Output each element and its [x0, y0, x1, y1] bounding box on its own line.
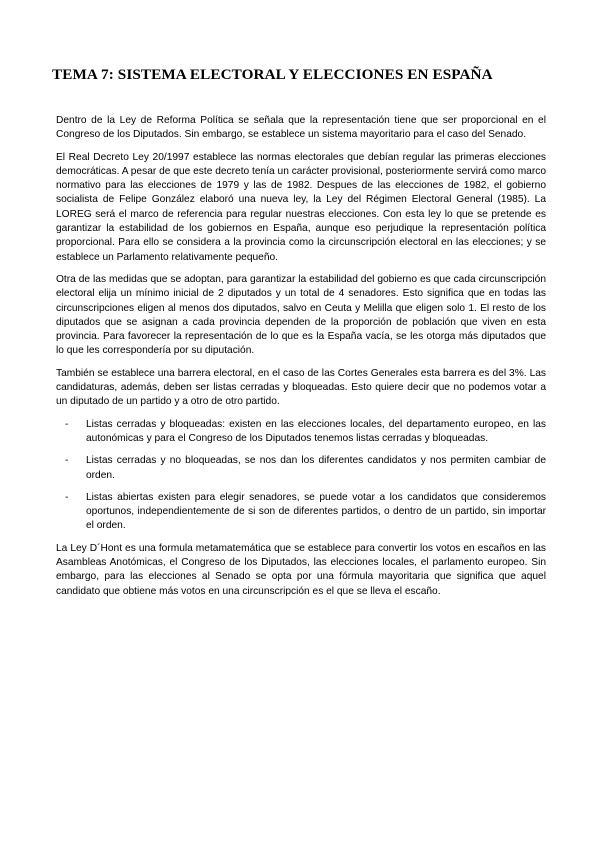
list-item	[56, 491, 546, 534]
paragraph: Otra de las medidas que se adoptan, para garantizar la estabilidad del gobierno es que cada circunscripción electoral elija un mínimo inicial de 2 diputados y un total de 4 senadores. Esto significa que en todas las circunscripciones eligen al menos dos diputados, salvo en Ceuta y Melilla que eligen solo 1. El resto de los diputados que se asignan a cada provincia dependen de la proporción de población que viven en esta provincia. Para favorecer la representación de lo que es la España vacía, se les otorga más diputados que lo que les correspondería por su diputación.	[56, 273, 546, 357]
list-dash: -	[65, 455, 69, 467]
list-types	[56, 418, 546, 534]
list-dash: -	[65, 491, 69, 503]
list-dash: -	[65, 418, 69, 430]
document-body	[56, 114, 546, 607]
list-item	[56, 418, 546, 447]
list-item-text: Listas cerradas y bloqueadas: existen en las elecciones locales, del departamento europeo, en las autonómicas y para el Congreso de los Diputados tenemos listas cerradas y bloqueadas.	[86, 418, 546, 444]
list-item-text: Listas cerradas y no bloqueadas, se nos dan los diferentes candidatos y nos permiten cambiar de orden.	[86, 455, 546, 481]
document-title: TEMA 7: SISTEMA ELECTORAL Y ELECCIONES EN ESPAÑA	[52, 66, 493, 83]
paragraph: También se establece una barrera electoral, en el caso de las Cortes Generales esta barrera es del 3%. Las candidaturas, además, deben ser listas cerradas y bloqueadas. Esto quiere decir que no podemos votar a un diputado de un partido y a otro de otro partido.	[56, 367, 546, 408]
list-item-text: Listas abiertas existen para elegir senadores, se puede votar a los candidatos que consideremos oportunos, independientemente de si son de diferentes partidos, o dentro de un partido, sin importar el orden.	[86, 491, 546, 532]
list-item	[56, 454, 546, 483]
paragraph: La Ley D´Hont es una formula metamatemática que se establece para convertir los votos en escaños en las Asambleas Anotómicas, el Congreso de los Diputados, las elecciones locales, el parlamento europeo. Sin embargo, para las elecciones al Senado se opta por una fórmula mayoritaria que significa que aquel candidato que obtiene más votos en una circunscripción es el que se lleva el escaño.	[56, 542, 546, 597]
paragraph: Dentro de la Ley de Reforma Política se señala que la representación tiene que ser proporcional en el Congreso de los Diputados. Sin embargo, se establece un sistema mayoritario para el caso del Senado.	[56, 115, 546, 141]
paragraph: El Real Decreto Ley 20/1997 establece las normas electorales que debían regular las primeras elecciones democráticas. A pesar de que este decreto tenía un carácter provisional, posteriormente servirá como marco normativo para las elecciones de 1979 y las de 1982. Despues de las elecciones de 1982, el gobierno socialista de Felipe González elaboró una nueva ley, la Ley del Régimen Electoral General (1985). La LOREG será el marco de referencia para regular nuestras elecciones. Con esta ley lo que se pretende es garantizar la estabilidad de los gobiernos en España, aunque eso perjudique la representación política proporcional. Para ello se considera a la provincia como la circunscripción electoral en las elecciones; y se establece un Parlamento relativamente pequeño.	[56, 151, 546, 263]
